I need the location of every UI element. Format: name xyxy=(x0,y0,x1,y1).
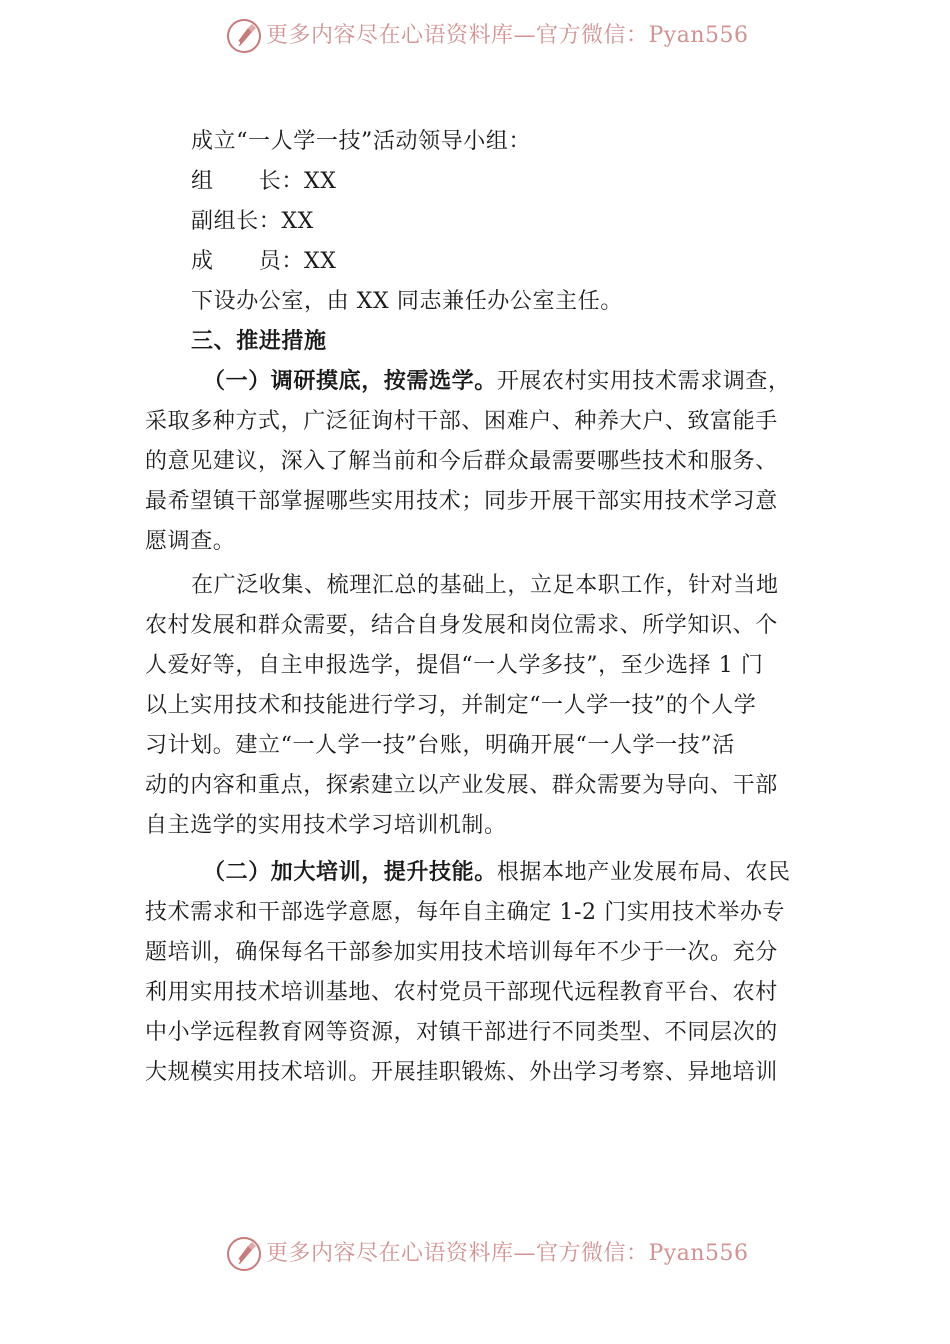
subsection-1-text: 开展农村实用技术需求调查， xyxy=(496,369,791,394)
subsection-2-title: （二）加大培训，提升技能。 xyxy=(203,860,497,885)
paragraph-line: 题培训，确保每名干部参加实用技术培训每年不少于一次。充分 xyxy=(145,940,778,965)
watermark-text: 更多内容尽在心语资料库—官方微信：Pyan556 xyxy=(266,23,749,48)
paragraph-line: 最希望镇干部掌握哪些实用技术；同步开展干部实用技术学习意 xyxy=(145,489,778,514)
subsection-2-first-line xyxy=(145,853,815,893)
paragraph-line: 以上实用技术和技能进行学习，并制定“一人学一技”的个人学 xyxy=(145,693,757,718)
paragraph-line: 大规模实用技术培训。开展挂职锻炼、外出学习考察、异地培训 xyxy=(145,1060,778,1085)
paragraph-line: 人爱好等，自主申报选学，提倡“一人学多技”，至少选择 1 门 xyxy=(145,653,764,678)
paragraph-line: 利用实用技术培训基地、农村党员干部现代远程教育平台、农村 xyxy=(145,980,778,1005)
paragraph-line: 习计划。建立“一人学一技”台账，明确开展“一人学一技”活 xyxy=(145,733,735,758)
paragraph-line: 自主选学的实用技术学习培训机制。 xyxy=(145,813,507,838)
watermark-text: 更多内容尽在心语资料库—官方微信：Pyan556 xyxy=(266,1241,749,1266)
office-line: 下设办公室，由 XX 同志兼任办公室主任。 xyxy=(191,289,623,314)
group-leader-line: 组 长：XX xyxy=(191,169,337,194)
members-line: 成 员：XX xyxy=(191,249,337,274)
pen-nib-seal-icon xyxy=(226,1236,262,1272)
paragraph-line: 农村发展和群众需要，结合自身发展和岗位需求、所学知识、个 xyxy=(145,613,778,638)
document-body xyxy=(145,122,815,1093)
subsection-2-text: 根据本地产业发展布局、农民 xyxy=(496,860,791,885)
paragraph-line: 的意见建议，深入了解当前和今后群众最需要哪些技术和服务、 xyxy=(145,449,778,474)
paragraph-line: 中小学远程教育网等资源，对镇干部进行不同类型、不同层次的 xyxy=(145,1020,778,1045)
deputy-leader-line: 副组长：XX xyxy=(191,209,314,234)
subsection-1-title: （一）调研摸底，按需选学。 xyxy=(203,369,497,394)
pen-nib-seal-icon xyxy=(226,18,262,54)
subsection-1-first-line xyxy=(145,362,815,402)
section-heading: 三、推进措施 xyxy=(191,329,327,354)
paragraph-line: 在广泛收集、梳理汇总的基础上，立足本职工作，针对当地 xyxy=(191,573,779,598)
paragraph-line: 采取多种方式，广泛征询村干部、困难户、种养大户、致富能手 xyxy=(145,409,778,434)
paragraph-line: 技术需求和干部选学意愿，每年自主确定 1-2 门实用技术举办专 xyxy=(145,900,786,925)
watermark-header xyxy=(0,14,950,58)
leadership-group-line: 成立“一人学一技”活动领导小组： xyxy=(191,129,532,154)
paragraph-line: 愿调查。 xyxy=(145,529,236,554)
paragraph-line: 动的内容和重点，探索建立以产业发展、群众需要为导向、干部 xyxy=(145,773,778,798)
watermark-footer xyxy=(0,1232,950,1276)
